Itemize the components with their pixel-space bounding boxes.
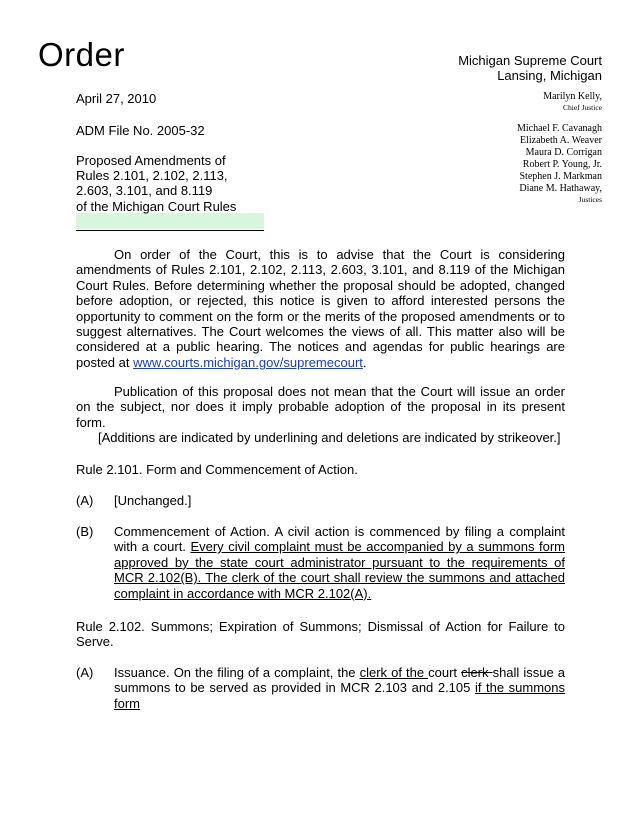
deleted-text: clerk bbox=[461, 665, 493, 680]
subject-highlight bbox=[76, 213, 264, 229]
subject-block bbox=[76, 153, 228, 198]
subsection-label: (A) bbox=[76, 665, 94, 680]
rule-heading: Rule 2.101. Form and Commencement of Action. bbox=[76, 462, 358, 477]
chief-justice-name: Marilyn Kelly, bbox=[543, 91, 602, 102]
rule-heading: Rule 2.102. Summons; Expiration of Summons; Dismissal of Action for Failure to Serve. bbox=[76, 619, 565, 650]
justices-list bbox=[517, 123, 602, 205]
chief-justice-block bbox=[543, 91, 602, 113]
justice-name: Elizabeth A. Weaver bbox=[519, 135, 602, 146]
subsection-text: Issuance. On the filing of a complaint, the clerk of the court clerk shall issue a summons to be served as provided in MCR 2.103 and 2.105 if the summons form bbox=[114, 665, 565, 711]
subject-line: 2.603, 3.101, and 8.119 bbox=[76, 183, 213, 198]
order-body bbox=[76, 247, 565, 370]
page-title: Order bbox=[38, 36, 125, 73]
subsection-label: (B) bbox=[76, 524, 94, 539]
justices-title: Justices bbox=[578, 195, 602, 204]
justice-name: Robert P. Young, Jr. bbox=[522, 159, 602, 170]
rule-subsection bbox=[76, 493, 565, 508]
subject-line: of the Michigan Court Rules bbox=[76, 199, 237, 214]
order-date: April 27, 2010 bbox=[76, 91, 157, 106]
added-text: if the summons form bbox=[114, 680, 565, 711]
subsection-text: Commencement of Action. A civil action is commenced by filing a complaint with a court. Every civil complaint must be accompanied by a summons form approved by the state court administrator pursuant to the requirements of MCR 2.102(B). The clerk of the court shall review the summons and attached complaint in accordance with MCR 2.102(A). bbox=[114, 524, 565, 601]
divider-line bbox=[76, 230, 264, 231]
rule-subsection bbox=[76, 524, 565, 601]
justice-name: Maura D. Corrigan bbox=[525, 147, 602, 158]
court-heading bbox=[458, 53, 602, 83]
justice-name: Stephen J. Markman bbox=[519, 171, 602, 182]
rule-subsection bbox=[76, 665, 565, 711]
intro-paragraph: On order of the Court, this is to advise that the Court is considering amendments of Rules 2.101, 2.102, 2.113, 2.603, 3.101, and 8.119 of the Michigan Court Rules. Before determining whether the proposal should be adopted, changed before adoption, or rejected, this notice is given to afford interested persons the opportunity to comment on the form or the merits of the proposed amendments or to suggest alternatives. The Court welcomes the views of all. This matter also will be considered at a public hearing. The notices and agendas for public hearings are posted at www.courts.michigan.gov/supremecourt. bbox=[76, 247, 565, 370]
court-city: Lansing, Michigan bbox=[497, 68, 602, 83]
adm-file-number: ADM File No. 2005-32 bbox=[76, 123, 205, 138]
subject-line: Proposed Amendments of bbox=[76, 153, 226, 168]
subsection-label: (A) bbox=[76, 493, 94, 508]
court-name: Michigan Supreme Court bbox=[458, 53, 602, 68]
chief-justice-title: Chief Justice bbox=[563, 103, 602, 112]
editing-note: [Additions are indicated by underlining and deletions are indicated by strikeover.] bbox=[98, 430, 561, 445]
added-text: Every civil complaint must be accompanied by a summons form approved by the state court administrator pursuant to the requirements of MCR 2.102(B). The clerk of the court shall review the summons and attached complaint in accordance with MCR 2.102(A). bbox=[114, 539, 565, 601]
added-text: clerk of the bbox=[359, 665, 429, 680]
subject-line: Rules 2.101, 2.102, 2.113, bbox=[76, 168, 228, 183]
justice-name: Michael F. Cavanagh bbox=[516, 123, 602, 134]
subsection-text: [Unchanged.] bbox=[114, 493, 192, 508]
justice-name: Diane M. Hathaway, bbox=[519, 183, 602, 194]
publication-paragraph: Publication of this proposal does not mean that the Court will issue an order on the subject, nor does it imply probable adoption of the proposal in its present form. bbox=[76, 384, 565, 430]
supreme-court-link[interactable]: www.courts.michigan.gov/supremecourt bbox=[133, 354, 363, 370]
